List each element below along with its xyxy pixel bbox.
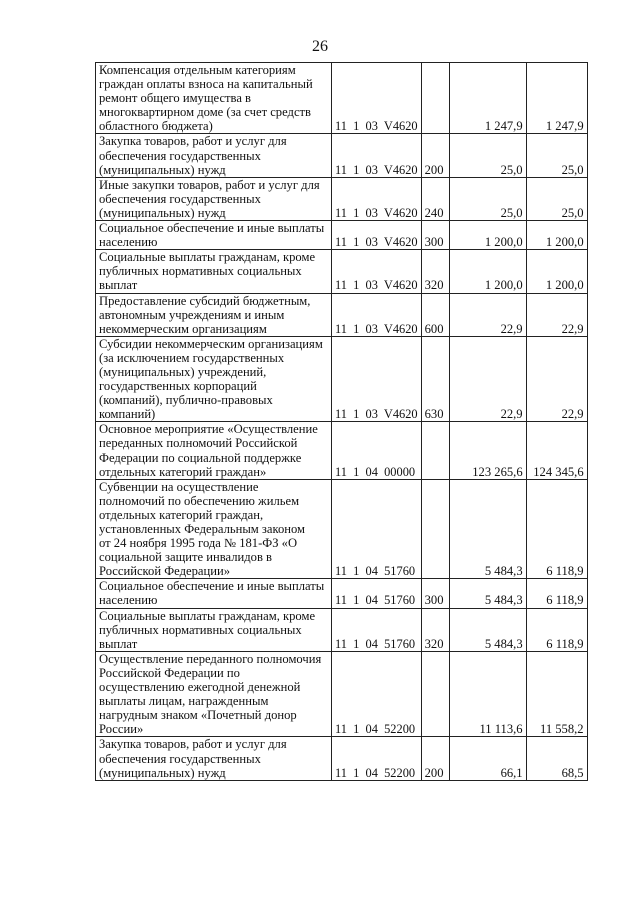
row-amount-year1-text: 5 484,3 bbox=[484, 593, 523, 608]
row-expense-type-text: 600 bbox=[424, 321, 444, 336]
row-amount-year1-cell bbox=[449, 336, 526, 422]
row-amount-year2-cell bbox=[526, 737, 587, 780]
row-amount-year2-cell bbox=[526, 422, 587, 479]
row-expense-type-cell bbox=[421, 221, 449, 250]
row-amount-year1-cell bbox=[449, 250, 526, 293]
row-amount-year1-cell bbox=[449, 134, 526, 177]
row-amount-year1-cell bbox=[449, 177, 526, 220]
row-amount-year1-text: 22,9 bbox=[500, 321, 523, 336]
row-name-cell bbox=[96, 250, 332, 293]
row-expense-type-cell bbox=[421, 336, 449, 422]
row-amount-year1-text: 25,0 bbox=[500, 162, 523, 177]
row-name-cell bbox=[96, 608, 332, 651]
row-amount-year2-text: 25,0 bbox=[561, 162, 584, 177]
row-expense-type-cell bbox=[421, 579, 449, 608]
row-amount-year1-cell bbox=[449, 479, 526, 579]
row-expense-type-cell bbox=[421, 250, 449, 293]
row-expense-type-text: 630 bbox=[424, 407, 444, 422]
row-amount-year1-text: 22,9 bbox=[500, 407, 523, 422]
row-code-cell bbox=[332, 250, 422, 293]
row-name-cell bbox=[96, 422, 332, 479]
row-code-text: 11 1 04 51760 bbox=[335, 636, 416, 651]
row-amount-year1-cell bbox=[449, 737, 526, 780]
row-name-text: Компенсация отдельным категориям граждан оплаты взноса на капитальный ремонт общего имущества в многоквартирном доме (за счет средств областного бюджета) bbox=[99, 63, 313, 134]
row-amount-year1-cell bbox=[449, 608, 526, 651]
row-amount-year1-cell bbox=[449, 63, 526, 134]
row-amount-year2-cell bbox=[526, 479, 587, 579]
budget-table bbox=[95, 62, 588, 781]
row-expense-type-cell bbox=[421, 422, 449, 479]
row-name-cell bbox=[96, 336, 332, 422]
row-code-text: 11 1 03 V4620 bbox=[335, 407, 418, 422]
row-expense-type-text: 240 bbox=[424, 205, 444, 220]
table-row bbox=[96, 134, 588, 177]
row-code-cell bbox=[332, 177, 422, 220]
row-amount-year1-text: 123 265,6 bbox=[472, 464, 523, 479]
row-name-text: Социальные выплаты гражданам, кроме публичных нормативных социальных выплат bbox=[99, 250, 316, 293]
row-name-text: Социальные выплаты гражданам, кроме публичных нормативных социальных выплат bbox=[99, 608, 316, 651]
row-expense-type-cell bbox=[421, 134, 449, 177]
row-expense-type-cell bbox=[421, 293, 449, 336]
table-row bbox=[96, 737, 588, 780]
row-amount-year2-text: 22,9 bbox=[561, 407, 584, 422]
row-code-cell bbox=[332, 221, 422, 250]
row-code-text: 11 1 03 V4620 bbox=[335, 205, 418, 220]
row-amount-year2-cell bbox=[526, 293, 587, 336]
row-code-cell bbox=[332, 651, 422, 737]
row-amount-year2-cell bbox=[526, 221, 587, 250]
row-name-cell bbox=[96, 221, 332, 250]
row-name-cell bbox=[96, 293, 332, 336]
row-code-text: 11 1 03 V4620 bbox=[335, 321, 418, 336]
row-expense-type-text: 200 bbox=[424, 765, 444, 780]
row-amount-year2-cell bbox=[526, 651, 587, 737]
row-expense-type-text: 200 bbox=[424, 162, 444, 177]
row-expense-type-cell bbox=[421, 608, 449, 651]
row-code-cell bbox=[332, 479, 422, 579]
table-row bbox=[96, 177, 588, 220]
row-expense-type-text: 300 bbox=[424, 593, 444, 608]
table-row bbox=[96, 479, 588, 579]
row-amount-year2-cell bbox=[526, 134, 587, 177]
row-amount-year1-text: 1 247,9 bbox=[484, 119, 523, 134]
row-code-cell bbox=[332, 579, 422, 608]
row-expense-type-text: 320 bbox=[424, 278, 444, 293]
row-code-cell bbox=[332, 608, 422, 651]
row-amount-year2-cell bbox=[526, 63, 587, 134]
row-code-text: 11 1 03 V4620 bbox=[335, 278, 418, 293]
row-code-cell bbox=[332, 63, 422, 134]
row-amount-year2-cell bbox=[526, 608, 587, 651]
table-row bbox=[96, 221, 588, 250]
row-amount-year2-text: 1 200,0 bbox=[545, 278, 584, 293]
row-name-text: Субсидии некоммерческим организациям (за исключением государственных (муниципальных) учреждений, государственных корпораций (компаний), публично-правовых компаний) bbox=[99, 336, 323, 422]
table-row bbox=[96, 608, 588, 651]
row-amount-year1-cell bbox=[449, 651, 526, 737]
row-name-text: Субвенции на осуществление полномочий по обеспечению жильем отдельных категорий граждан, установленных Федеральным законом от 24 ноября 1995 года № 181-ФЗ «О социальной защите инвалидов в Российской Федерации» bbox=[99, 479, 306, 579]
row-amount-year2-text: 11 558,2 bbox=[539, 722, 584, 737]
row-code-text: 11 1 04 52200 bbox=[335, 722, 416, 737]
row-amount-year2-text: 22,9 bbox=[561, 321, 584, 336]
row-name-text: Иные закупки товаров, работ и услуг для обеспечения государственных (муниципальных) нужд bbox=[99, 177, 320, 220]
row-amount-year2-cell bbox=[526, 336, 587, 422]
row-code-text: 11 1 04 52200 bbox=[335, 765, 416, 780]
row-amount-year1-text: 66,1 bbox=[500, 765, 523, 780]
table-row bbox=[96, 422, 588, 479]
row-amount-year2-text: 1 200,0 bbox=[545, 235, 584, 250]
row-code-cell bbox=[332, 293, 422, 336]
row-amount-year1-text: 5 484,3 bbox=[484, 564, 523, 579]
row-amount-year1-text: 1 200,0 bbox=[484, 278, 523, 293]
table-row bbox=[96, 63, 588, 134]
table-row bbox=[96, 651, 588, 737]
row-amount-year2-text: 68,5 bbox=[561, 765, 584, 780]
row-amount-year2-text: 6 118,9 bbox=[546, 593, 584, 608]
row-amount-year2-cell bbox=[526, 250, 587, 293]
row-code-cell bbox=[332, 737, 422, 780]
row-code-cell bbox=[332, 336, 422, 422]
row-name-text: Предоставление субсидий бюджетным, автономным учреждениям и иным некоммерческим организациям bbox=[99, 293, 311, 336]
table-row bbox=[96, 250, 588, 293]
row-name-text: Основное мероприятие «Осуществление переданных полномочий Российской Федерации по социальной поддержке отдельных категорий граждан» bbox=[99, 422, 318, 479]
row-expense-type-cell bbox=[421, 177, 449, 220]
row-amount-year1-text: 25,0 bbox=[500, 205, 523, 220]
row-amount-year2-text: 6 118,9 bbox=[546, 564, 584, 579]
row-name-cell bbox=[96, 651, 332, 737]
row-amount-year2-cell bbox=[526, 579, 587, 608]
row-expense-type-cell bbox=[421, 737, 449, 780]
page-number: 26 bbox=[312, 38, 328, 55]
row-amount-year1-text: 11 113,6 bbox=[479, 722, 523, 737]
row-expense-type-text: 300 bbox=[424, 235, 444, 250]
row-name-text: Осуществление переданного полномочия Российской Федерации по осуществлению ежегодной денежной выплаты лицам, награжденным нагрудным знаком «Почетный донор России» bbox=[99, 651, 322, 737]
row-amount-year1-text: 1 200,0 bbox=[484, 235, 523, 250]
row-amount-year2-cell bbox=[526, 177, 587, 220]
row-expense-type-cell bbox=[421, 651, 449, 737]
budget-table-body bbox=[96, 63, 588, 781]
row-code-text: 11 1 03 V4620 bbox=[335, 119, 418, 134]
row-amount-year1-cell bbox=[449, 579, 526, 608]
row-code-cell bbox=[332, 422, 422, 479]
row-expense-type-cell bbox=[421, 63, 449, 134]
row-amount-year2-text: 124 345,6 bbox=[533, 464, 584, 479]
row-name-cell bbox=[96, 177, 332, 220]
row-name-cell bbox=[96, 63, 332, 134]
row-name-text: Социальное обеспечение и иные выплаты населению bbox=[99, 579, 325, 608]
table-row bbox=[96, 293, 588, 336]
row-name-cell bbox=[96, 134, 332, 177]
row-code-text: 11 1 03 V4620 bbox=[335, 162, 418, 177]
row-name-cell bbox=[96, 737, 332, 780]
row-amount-year2-text: 1 247,9 bbox=[545, 119, 584, 134]
row-name-cell bbox=[96, 479, 332, 579]
row-amount-year2-text: 6 118,9 bbox=[546, 636, 584, 651]
row-code-text: 11 1 04 51760 bbox=[335, 593, 416, 608]
row-expense-type-text: 320 bbox=[424, 636, 444, 651]
row-name-cell bbox=[96, 579, 332, 608]
row-name-text: Социальное обеспечение и иные выплаты населению bbox=[99, 221, 325, 250]
row-code-text: 11 1 04 00000 bbox=[335, 464, 416, 479]
row-code-text: 11 1 03 V4620 bbox=[335, 235, 418, 250]
row-amount-year1-cell bbox=[449, 293, 526, 336]
table-row bbox=[96, 336, 588, 422]
row-code-text: 11 1 04 51760 bbox=[335, 564, 416, 579]
row-amount-year1-cell bbox=[449, 422, 526, 479]
row-name-text: Закупка товаров, работ и услуг для обеспечения государственных (муниципальных) нужд bbox=[99, 737, 287, 780]
row-amount-year2-text: 25,0 bbox=[561, 205, 584, 220]
row-amount-year1-cell bbox=[449, 221, 526, 250]
row-code-cell bbox=[332, 134, 422, 177]
row-amount-year1-text: 5 484,3 bbox=[484, 636, 523, 651]
row-name-text: Закупка товаров, работ и услуг для обеспечения государственных (муниципальных) нужд bbox=[99, 134, 287, 177]
row-expense-type-cell bbox=[421, 479, 449, 579]
table-row bbox=[96, 579, 588, 608]
